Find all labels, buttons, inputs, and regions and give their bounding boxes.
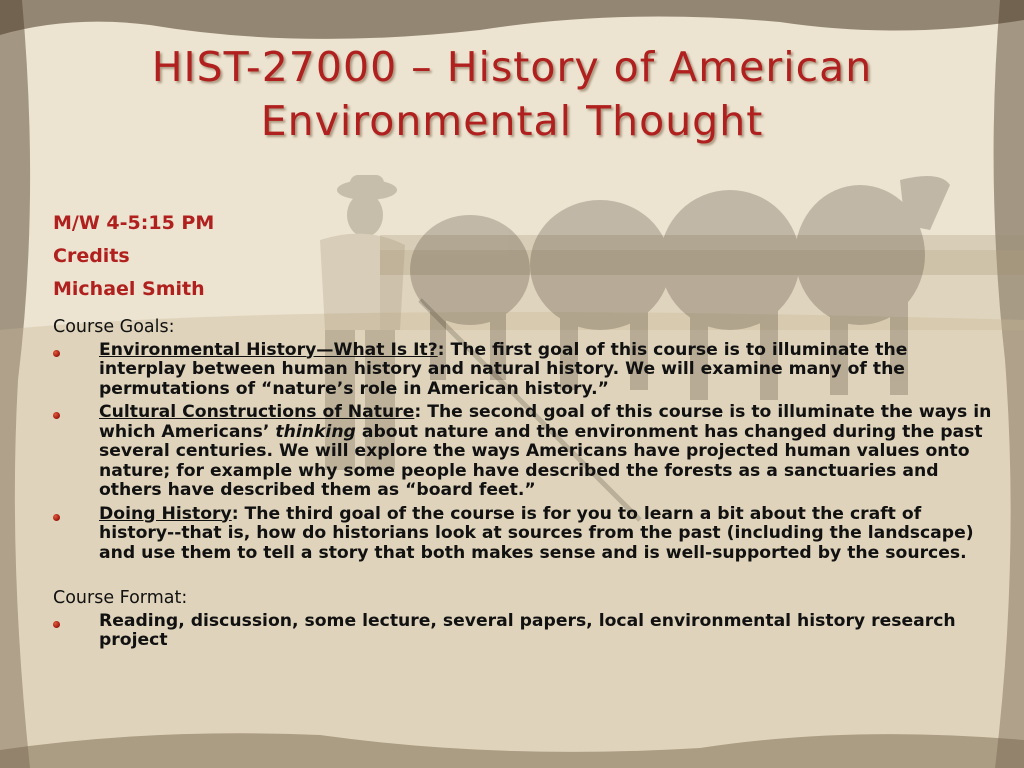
bullet-icon: [53, 350, 60, 357]
instructor-name: Michael Smith: [53, 278, 205, 300]
course-goals-list: [53, 341, 993, 564]
list-item: [53, 403, 993, 501]
bullet-icon: [53, 412, 60, 419]
format-text: Reading, discussion, some lecture, several papers, local environmental history research project: [99, 610, 956, 650]
title-line-2: Environmental Thought: [260, 97, 764, 145]
goal-heading: Doing History: [99, 503, 232, 524]
course-meta: [53, 207, 214, 306]
goal-text: : The second goal of this course is to illuminate the ways in which Americans’: [99, 402, 992, 442]
list-item: [53, 341, 993, 400]
goal-text-continued: about nature and the environment has changed during the past several centuries. We will explore the ways Americans have projected human values onto nature; for example why some people have described the forests as a sanctuaries and others have described them as “board feet.”: [99, 421, 983, 500]
course-goals-label: Course Goals:: [53, 317, 175, 337]
course-format-list: [53, 612, 993, 651]
course-format-label: Course Format:: [53, 588, 188, 608]
spacer: [53, 567, 993, 589]
list-item: [53, 505, 993, 564]
slide-body: [53, 318, 993, 655]
bullet-icon: [53, 514, 60, 521]
goal-heading: Environmental History—What Is It?: [99, 339, 438, 360]
goal-emphasis: thinking: [275, 421, 356, 442]
goal-text: : The first goal of this course is to illuminate the interplay between human history and natural history. We will examine many of the permutations of “nature’s role in American history.”: [99, 339, 908, 399]
title-line-1: HIST-27000 – History of American: [151, 43, 873, 91]
schedule-text: M/W 4-5:15 PM: [53, 212, 215, 234]
slide-title: [40, 40, 984, 148]
goal-text: : The third goal of the course is for you to learn a bit about the craft of history--that is, how do historians look at sources from the past (including the landscape) and use them to tell a story that both makes sense and is well-supported by the sources.: [99, 503, 974, 563]
bullet-icon: [53, 621, 60, 628]
credits-text: Credits: [53, 245, 130, 267]
list-item: [53, 612, 993, 651]
goal-heading: Cultural Constructions of Nature: [99, 402, 415, 422]
